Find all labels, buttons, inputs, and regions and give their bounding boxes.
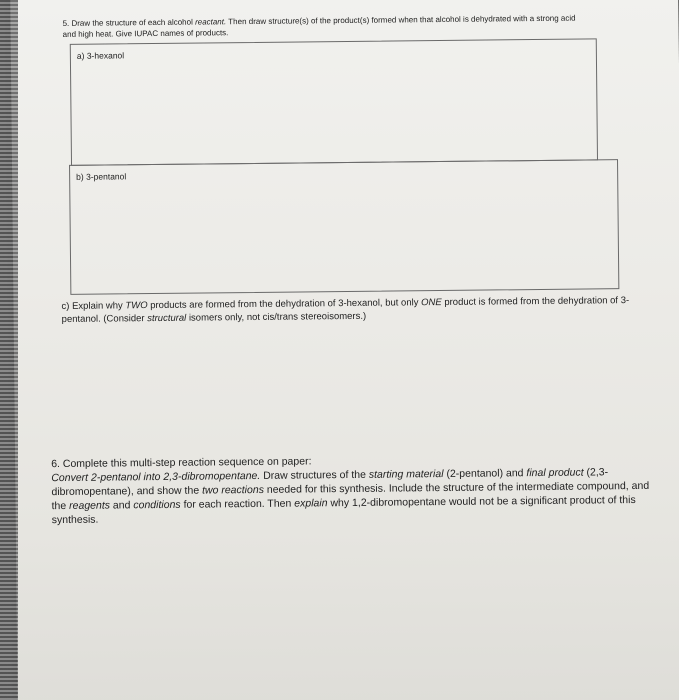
q5-text: 5. Draw the structure of each alcohol — [62, 17, 196, 28]
q6-text: (2,3-dibromopentane), and show the — [51, 466, 609, 499]
binder-edge — [0, 0, 18, 700]
q6-text: why 1,2-dibromopentane would not be a significant product of this synthesis. — [51, 493, 636, 527]
q5c-text: products are formed from the dehydration of 3-hexanol, but only — [147, 297, 422, 312]
q6-text: and — [109, 499, 134, 512]
worksheet-page — [10, 0, 679, 700]
q6-text: needed for this synthesis. Include the structure of the intermediate compound, and the — [51, 479, 650, 513]
part-a-label: a) 3-hexanol — [76, 50, 125, 61]
q5c-text: c) Explain why — [61, 300, 126, 312]
q6-text: for each reaction. Then — [180, 497, 295, 511]
answer-box-b — [69, 159, 619, 295]
q6-heading: 6. Complete this multi-step reaction sequence on paper: — [51, 455, 312, 471]
q6-emphasis: conditions — [133, 498, 181, 512]
q6-emphasis: Convert 2-pentanol into 2,3-dibromopentane. — [51, 469, 261, 485]
q5c-emphasis: structural — [147, 312, 187, 325]
q6-emphasis: explain — [294, 497, 328, 510]
part-b-label: b) 3-pentanol — [76, 171, 127, 182]
q6-emphasis: starting material — [368, 468, 444, 481]
q5-text: Then draw structure(s) of the product(s) formed when that alcohol is dehydrated with a strong acid and high heat. Give IUPAC names of products. — [62, 13, 576, 39]
q5c-emphasis: TWO — [125, 300, 148, 312]
question-5c-prompt — [61, 294, 636, 326]
q5-emphasis: reactant. — [195, 17, 227, 27]
question-6-prompt — [51, 451, 652, 527]
question-5-prompt — [62, 14, 582, 40]
q6-emphasis: final product — [526, 466, 584, 480]
q6-emphasis: reagents — [69, 499, 111, 512]
q6-emphasis: two reactions — [201, 483, 264, 497]
q6-text: (2-pentanol) and — [443, 467, 527, 481]
q6-text: Draw structures of the — [260, 468, 369, 482]
answer-box-a — [70, 38, 598, 166]
q5c-text: isomers only, not cis/trans stereoisomers.) — [186, 310, 367, 324]
q5c-emphasis: ONE — [421, 297, 442, 309]
q5c-text: product is formed from the dehydration of 3-pentanol. (Consider — [61, 295, 630, 325]
